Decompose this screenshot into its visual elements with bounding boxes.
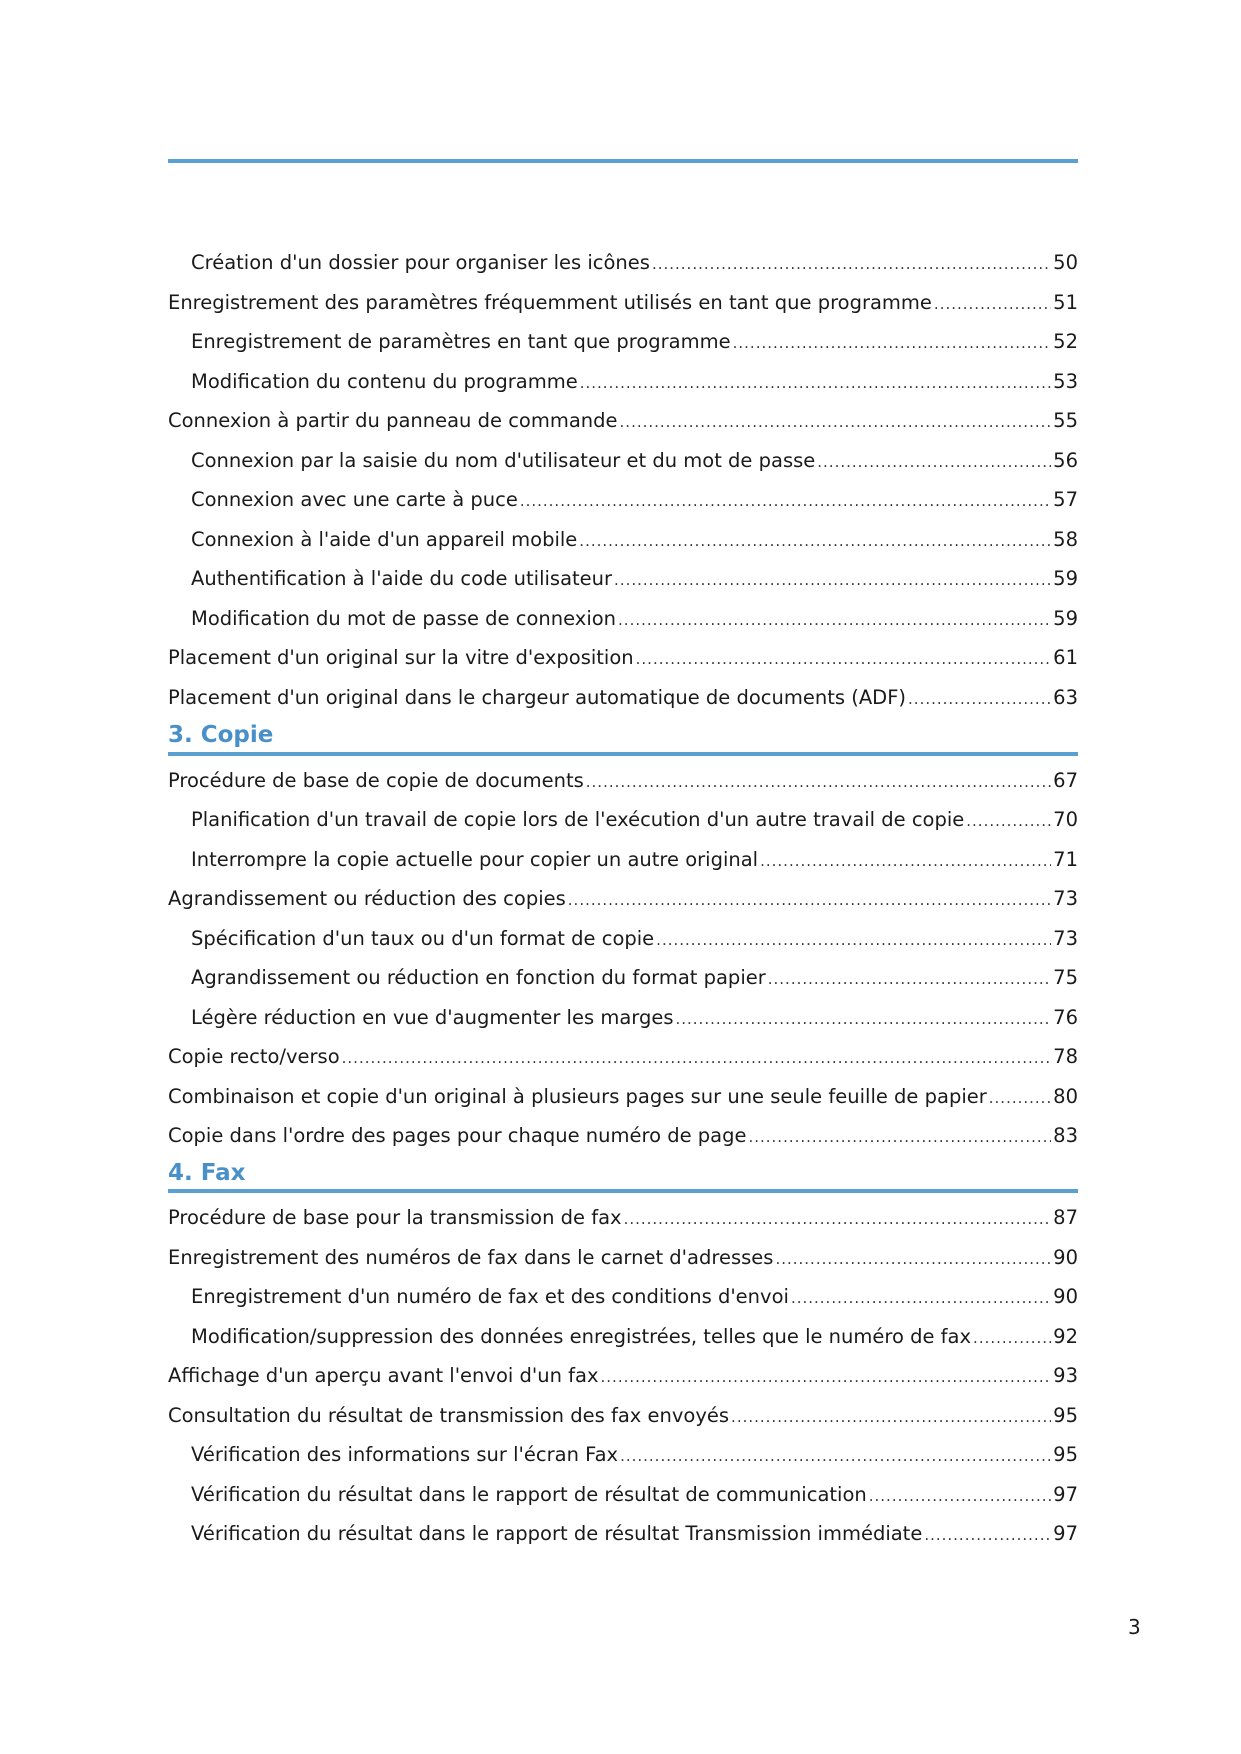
toc-entry[interactable]: Spécification d'un taux ou d'un format de copie ..... 73 [191, 925, 1078, 953]
toc-entry[interactable]: Vérification des informations sur l'écran Fax ..... 95 [191, 1441, 1078, 1469]
toc-entry[interactable]: Enregistrement de paramètres en tant que programme ..... 52 [191, 328, 1078, 356]
toc-entry[interactable]: Vérification du résultat dans le rapport de résultat Transmission immédiate ..... 97 [191, 1520, 1078, 1548]
header-rule [168, 159, 1078, 163]
toc-entry[interactable]: Authentification à l'aide du code utilisateur ..... 59 [191, 565, 1078, 593]
toc-entry[interactable]: Placement d'un original dans le chargeur automatique de documents (ADF) ..... 63 [168, 684, 1078, 712]
chapter-rule [168, 1189, 1078, 1193]
toc-entry[interactable]: Connexion avec une carte à puce ..... 57 [191, 486, 1078, 514]
toc-entry[interactable]: Enregistrement des numéros de fax dans le carnet d'adresses ..... 90 [168, 1244, 1078, 1272]
toc-entry[interactable]: Planification d'un travail de copie lors de l'exécution d'un autre travail de copie ..... 70 [191, 806, 1078, 834]
toc-entry[interactable]: Agrandissement ou réduction des copies ..... 73 [168, 885, 1078, 913]
toc-entry[interactable]: Modification/suppression des données enregistrées, telles que le numéro de fax ..... 92 [191, 1323, 1078, 1351]
toc-entry[interactable]: Vérification du résultat dans le rapport de résultat de communication ..... 97 [191, 1481, 1078, 1509]
toc-entry[interactable]: Combinaison et copie d'un original à plusieurs pages sur une seule feuille de papier ..... 80 [168, 1083, 1078, 1111]
chapter-heading-fax[interactable]: 4. Fax [168, 1160, 246, 1186]
toc-entry[interactable]: Agrandissement ou réduction en fonction du format papier ..... 75 [191, 964, 1078, 992]
toc-entry[interactable]: Modification du contenu du programme ..... 53 [191, 368, 1078, 396]
toc-entry[interactable]: Procédure de base pour la transmission de fax ..... 87 [168, 1204, 1078, 1232]
toc-entry[interactable]: Affichage d'un aperçu avant l'envoi d'un fax ..... 93 [168, 1362, 1078, 1390]
toc-entry[interactable]: Modification du mot de passe de connexion ..... 59 [191, 605, 1078, 633]
toc-entry[interactable]: Interrompre la copie actuelle pour copier un autre original ..... 71 [191, 846, 1078, 874]
toc-entry[interactable]: Enregistrement d'un numéro de fax et des conditions d'envoi ..... 90 [191, 1283, 1078, 1311]
toc-entry[interactable]: Procédure de base de copie de documents ..... 67 [168, 767, 1078, 795]
toc-entry[interactable]: Connexion à l'aide d'un appareil mobile ..... 58 [191, 526, 1078, 554]
toc-entry[interactable]: Création d'un dossier pour organiser les icônes ..... 50 [191, 249, 1078, 277]
chapter-heading-copie[interactable]: 3. Copie [168, 722, 274, 748]
toc-entry[interactable]: Connexion par la saisie du nom d'utilisateur et du mot de passe ..... 56 [191, 447, 1078, 475]
toc-entry[interactable]: Copie dans l'ordre des pages pour chaque numéro de page ..... 83 [168, 1122, 1078, 1150]
toc-entry[interactable]: Légère réduction en vue d'augmenter les marges ..... 76 [191, 1004, 1078, 1032]
toc-entry[interactable]: Connexion à partir du panneau de commande ..... 55 [168, 407, 1078, 435]
chapter-rule [168, 752, 1078, 756]
toc-entry[interactable]: Placement d'un original sur la vitre d'exposition ..... 61 [168, 644, 1078, 672]
toc-entry[interactable]: Enregistrement des paramètres fréquemment utilisés en tant que programme ..... 51 [168, 289, 1078, 317]
toc-entry[interactable]: Consultation du résultat de transmission des fax envoyés ..... 95 [168, 1402, 1078, 1430]
page-number: 3 [1128, 1615, 1141, 1639]
toc-entry[interactable]: Copie recto/verso ..... 78 [168, 1043, 1078, 1071]
